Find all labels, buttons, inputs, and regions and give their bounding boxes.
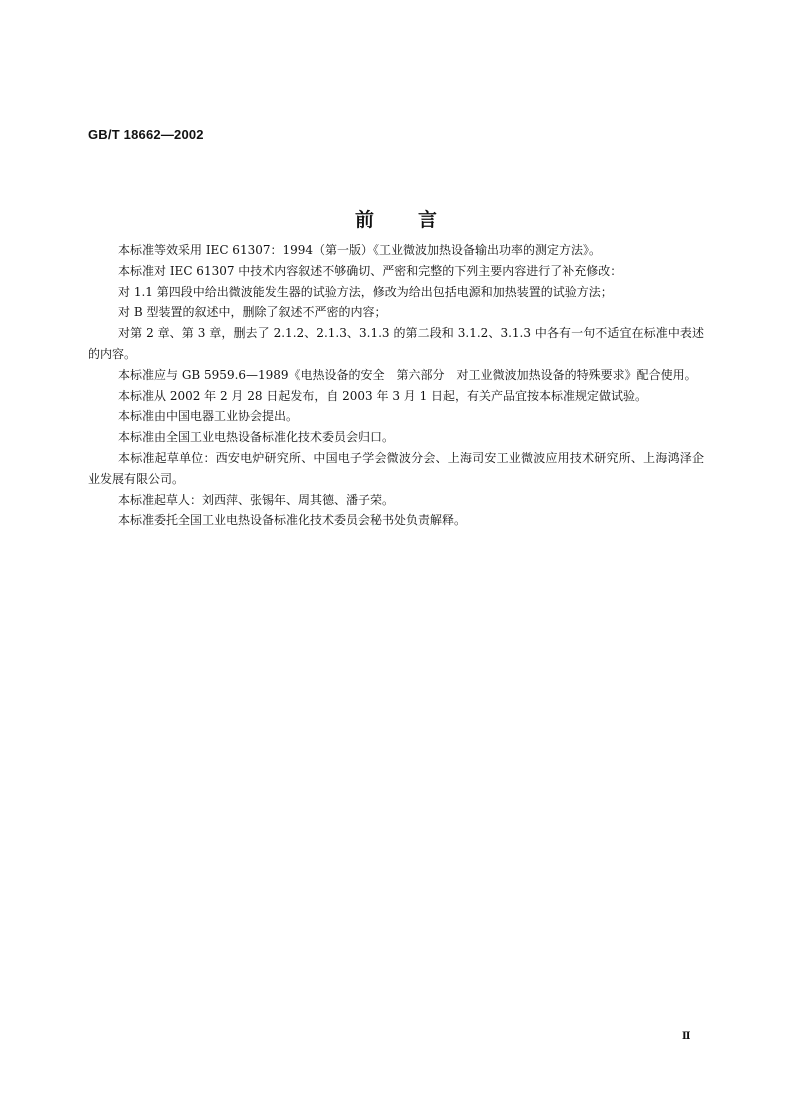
paragraph: 本标准从 2002 年 2 月 28 日起发布，自 2003 年 3 月 1 日起，有关产品宜按本标准规定做试验。: [118, 388, 648, 403]
page-title: 前言: [354, 209, 481, 231]
page-number: Ⅱ: [682, 1031, 691, 1042]
paragraph: 对 B 型装置的叙述中，删除了叙述不严密的内容；: [118, 305, 387, 320]
paragraph: 本标准起草单位：西安电炉研究所、中国电子学会微波分会、上海司安工业微波应用技术研究所、上海鸿泽企业发展有限公司。: [88, 450, 704, 486]
paragraph: 对第 2 章、第 3 章，删去了 2.1.2、2.1.3、3.1.3 的第二段和 3.1.2、3.1.3 中各有一句不适宜在标准中表述的内容。: [88, 326, 704, 361]
paragraph: 对 1.1 第四段中给出微波能发生器的试验方法，修改为给出包括电源和加热装置的试验方法；: [118, 284, 613, 299]
foreword-body: [88, 240, 704, 531]
paragraph: 本标准等效采用 IEC 61307：1994（第一版）《工业微波加热设备输出功率的测定方法》。: [118, 243, 602, 257]
paragraph: 本标准对 IEC 61307 中技术内容叙述不够确切、严密和完整的下列主要内容进行了补充修改：: [118, 263, 623, 278]
paragraph: 本标准由中国电器工业协会提出。: [118, 409, 299, 424]
standard-code: GB/T 18662—2002: [88, 127, 204, 142]
paragraph: 本标准应与 GB 5959.6—1989《电热设备的安全 第六部分 对工业微波加热设备的特殊要求》配合使用。: [118, 367, 697, 382]
paragraph: 本标准起草人：刘西萍、张锡年、周其德、潘子荣。: [118, 492, 395, 507]
paragraph: 本标准委托全国工业电热设备标准化技术委员会秘书处负责解释。: [118, 513, 467, 528]
paragraph: 本标准由全国工业电热设备标准化技术委员会归口。: [118, 430, 395, 445]
